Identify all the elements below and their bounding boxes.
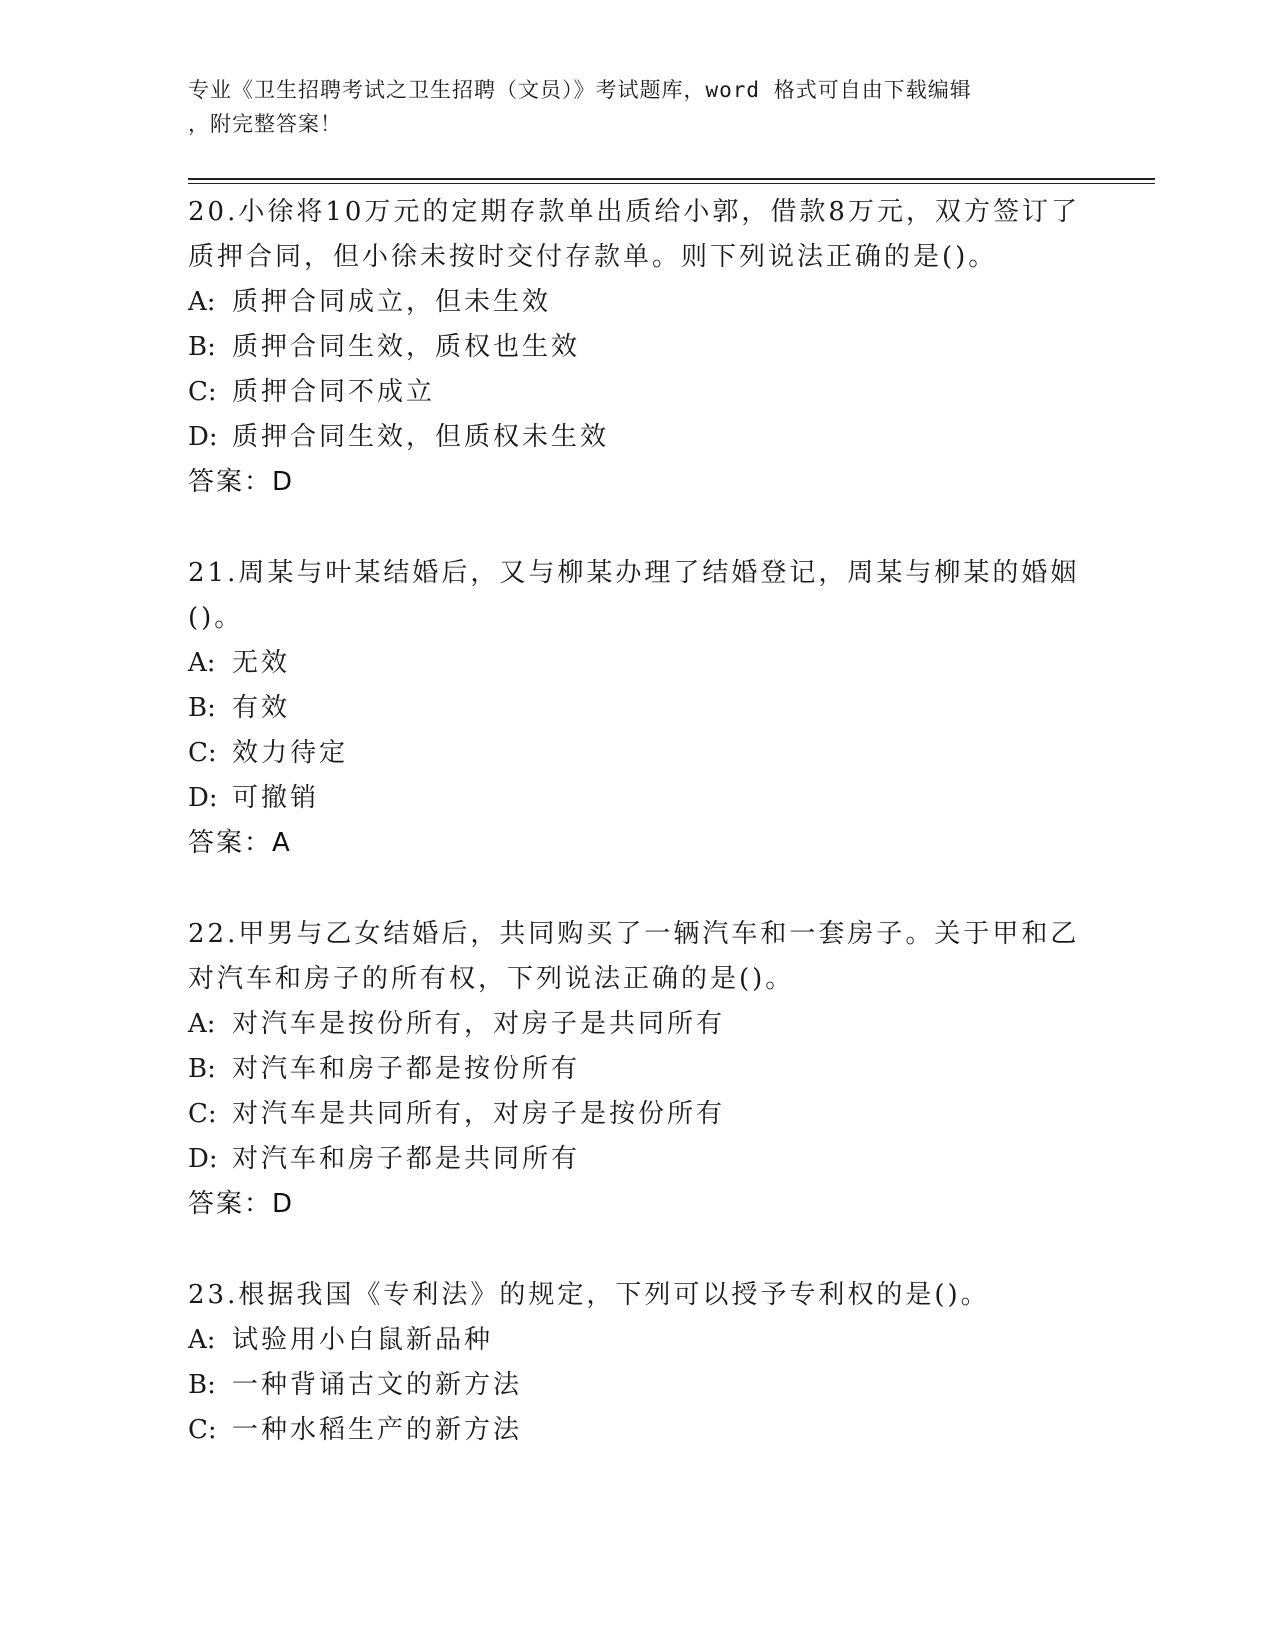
option-d [188,776,1088,821]
option-b [188,1363,1088,1408]
question-22 [188,912,1088,1227]
option-b [188,325,1088,370]
option-key: A: [188,1325,216,1355]
option-b [188,686,1088,731]
option-text: 可撤销 [232,783,320,813]
option-a [188,1002,1088,1047]
question-stem: 22.甲男与乙女结婚后，共同购买了一辆汽车和一套房子。关于甲和乙对汽车和房子的所有权，下列说法正确的是()。 [188,919,1080,994]
header-line-1: 专业《卫生招聘考试之卫生招聘（文员）》考试题库，word 格式可自由下载编辑 [188,78,972,102]
option-c [188,731,1088,776]
option-c [188,1092,1088,1137]
option-key: A: [188,1009,216,1039]
option-text: 一种背诵古文的新方法 [232,1370,523,1400]
question-list [188,190,1088,1499]
option-text: 有效 [232,693,291,723]
option-text: 一种水稻生产的新方法 [232,1415,523,1445]
question-20 [188,190,1088,505]
option-key: C: [188,738,217,768]
option-a [188,280,1088,325]
option-a [188,1318,1088,1363]
option-key: B: [188,332,216,362]
option-key: A: [188,287,216,317]
option-text: 质押合同生效，质权也生效 [232,332,581,362]
option-d [188,1137,1088,1182]
option-key: D: [188,422,218,452]
option-key: D: [188,1144,218,1174]
header-divider-thin [188,183,1155,184]
question-stem: 20.小徐将10万元的定期存款单出质给小郭，借款8万元，双方签订了质押合同，但小徐未按时交付存款单。则下列说法正确的是()。 [188,197,1080,272]
option-text: 试验用小白鼠新品种 [232,1325,494,1355]
option-text: 质押合同生效，但质权未生效 [232,422,610,452]
option-key: B: [188,693,216,723]
option-c [188,1408,1088,1453]
option-key: B: [188,1370,216,1400]
option-text: 质押合同不成立 [232,377,436,407]
option-key: D: [188,783,218,813]
question-21 [188,551,1088,866]
option-text: 效力待定 [232,738,349,768]
answer-line: 答案：D [188,1189,295,1219]
option-key: C: [188,1415,217,1445]
option-text: 质押合同成立，但未生效 [232,287,552,317]
option-d [188,415,1088,460]
header-line-2: ，附完整答案！ [188,112,342,136]
option-text: 无效 [232,648,291,678]
question-23 [188,1273,1088,1453]
option-key: C: [188,377,217,407]
option-b [188,1047,1088,1092]
option-text: 对汽车和房子都是按份所有 [232,1054,581,1084]
answer-line: 答案：D [188,467,295,497]
option-a [188,641,1088,686]
option-text: 对汽车是按份所有，对房子是共同所有 [232,1009,726,1039]
header-divider-thick [188,178,1155,180]
option-c [188,370,1088,415]
option-text: 对汽车是共同所有，对房子是按份所有 [232,1099,726,1129]
question-stem: 23.根据我国《专利法》的规定，下列可以授予专利权的是()。 [188,1280,990,1310]
option-key: A: [188,648,216,678]
question-stem: 21.周某与叶某结婚后，又与柳某办理了结婚登记，周某与柳某的婚姻()。 [188,558,1080,633]
option-key: C: [188,1099,217,1129]
option-text: 对汽车和房子都是共同所有 [232,1144,581,1174]
document-header [188,73,1088,141]
option-key: B: [188,1054,216,1084]
answer-line: 答案：A [188,828,292,858]
